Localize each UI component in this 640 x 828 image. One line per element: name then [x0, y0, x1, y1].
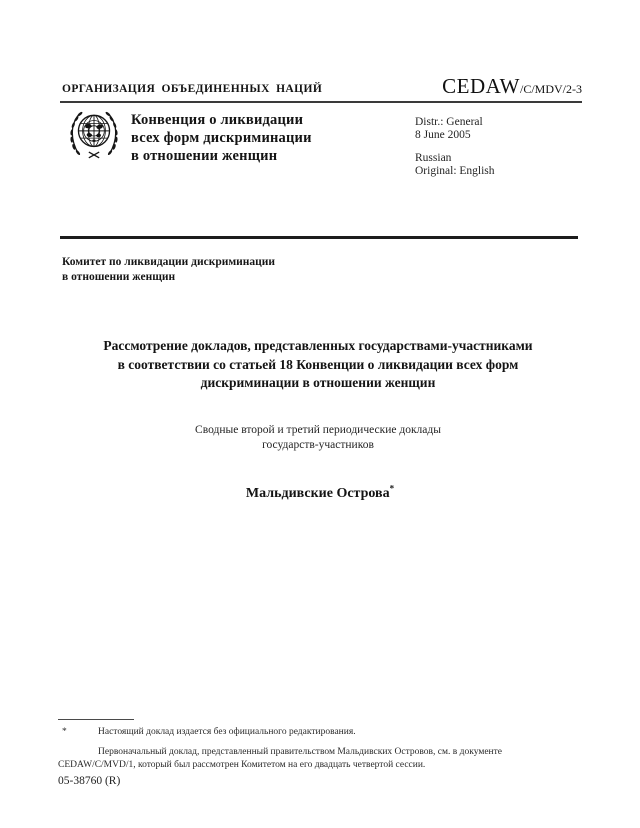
language-line: Russian [415, 152, 452, 164]
footnote-marker: * [62, 727, 67, 737]
spacer [415, 142, 495, 152]
committee-heading [62, 255, 275, 285]
report-subtitle-line: государств-участников [262, 439, 374, 451]
report-subtitle [48, 423, 588, 453]
doc-symbol-main: CEDAW [442, 74, 520, 98]
section-rule [60, 236, 578, 239]
country-title [60, 483, 580, 502]
convention-title-line: в отношении женщин [131, 148, 278, 164]
footer-doc-number: 05-38760 (R) [58, 775, 121, 787]
doc-symbol [442, 74, 582, 99]
report-title-line: Рассмотрение докладов, представленных государствами-участниками [103, 338, 533, 353]
header-rule [60, 101, 582, 103]
footnote-1 [62, 726, 562, 739]
original-language-line: Original: English [415, 165, 495, 177]
country-footnote-marker: * [389, 483, 395, 494]
committee-heading-line: в отношении женщин [62, 271, 176, 283]
distribution-block [415, 116, 495, 178]
report-title [48, 337, 588, 393]
org-name: ОРГАНИЗАЦИЯ ОБЪЕДИНЕННЫХ НАЦИЙ [62, 83, 323, 95]
report-subtitle-line: Сводные второй и третий периодические доклады [195, 424, 441, 436]
un-emblem-icon [65, 107, 123, 163]
report-title-line: дискриминации в отношении женщин [200, 375, 436, 390]
date-line: 8 June 2005 [415, 129, 471, 141]
committee-heading-line: Комитет по ликвидации дискриминации [62, 256, 276, 268]
footnote-divider [58, 719, 134, 720]
footnote-1-text: Настоящий доклад издается без официального редактирования. [98, 727, 356, 737]
convention-title [131, 111, 312, 165]
convention-title-line: всех форм дискриминации [131, 130, 312, 146]
distr-line: Distr.: General [415, 116, 483, 128]
footnote-2: Первоначальный доклад, представленный правительством Мальдивских Островов, см. в документе CEDAW/C/MVD/1, который был рассмотрен Комитетом на его двадцать четвертой сессии. [58, 747, 502, 770]
convention-title-line: Конвенция о ликвидации [131, 112, 304, 128]
doc-symbol-suffix: /C/MDV/2-3 [519, 82, 582, 96]
country-name: Мальдивские Острова [245, 486, 390, 501]
report-title-line: в соответствии со статьей 18 Конвенции о ликвидации всех форм [117, 356, 519, 372]
